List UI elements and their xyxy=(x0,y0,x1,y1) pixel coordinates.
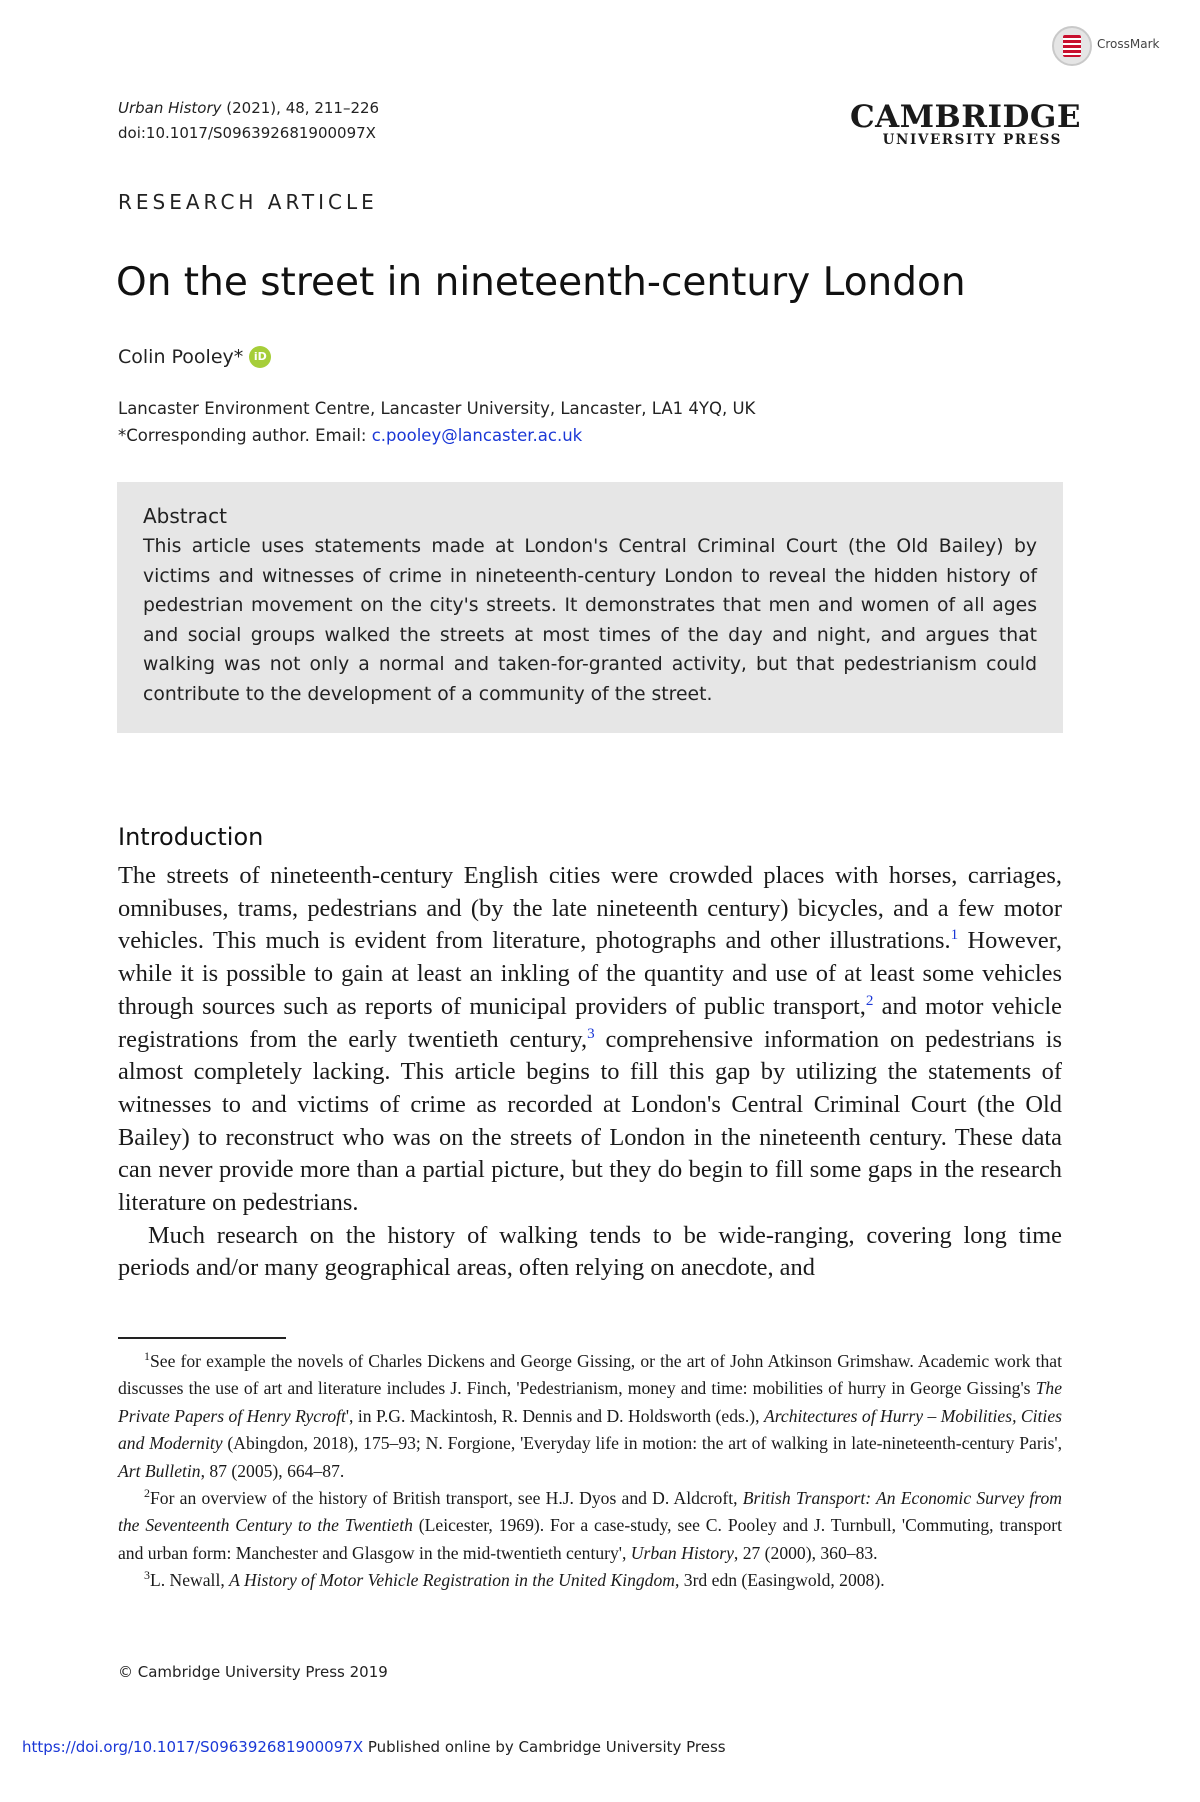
footnote-text: L. Newall, xyxy=(149,1570,230,1591)
article-type: RESEARCH ARTICLE xyxy=(118,190,378,214)
footnote-3 xyxy=(118,1567,1062,1594)
affiliation: Lancaster Environment Centre, Lancaster University, Lancaster, LA1 4YQ, UK xyxy=(118,399,756,418)
abstract-heading: Abstract xyxy=(143,504,227,528)
publisher-logo-line1: CAMBRIDGE xyxy=(850,99,1081,135)
orcid-icon[interactable]: iD xyxy=(249,346,271,368)
footnote-text: (Abingdon, 2018), 175–93; N. Forgione, 'Everyday life in motion: the art of walking in late-nineteenth-century Paris', xyxy=(222,1433,1062,1454)
abstract-text: This article uses statements made at London's Central Criminal Court (the Old Bailey) by victims and witnesses of crime in nineteenth-century London to reveal the hidden history of pedestrian movement on the city's streets. It demonstrates that men and women of all ages and social groups walked the streets at most times of the day and night, and argues that walking was not only a normal and taken-for-granted activity, but that pedestrianism could contribute to the development of a community of the street. xyxy=(143,536,1037,705)
corresponding-prefix: *Corresponding author. Email: xyxy=(118,426,372,445)
footnote-title: A History of Motor Vehicle Registration in the United Kingdom xyxy=(229,1570,675,1591)
journal-citation xyxy=(118,96,379,146)
author-line xyxy=(118,346,271,368)
footnote-1 xyxy=(118,1348,1062,1485)
footnote-text: , 87 (2005), 664–87. xyxy=(200,1460,345,1481)
footnote-text: , 27 (2000), 360–83. xyxy=(733,1542,878,1563)
doi-text: doi:10.1017/S096392681900097X xyxy=(118,124,376,142)
footnote-title: The Private Papers of Henry Rycroft xyxy=(118,1378,1062,1426)
email-link[interactable]: c.pooley@lancaster.ac.uk xyxy=(371,426,583,445)
published-online-text: Published online by Cambridge University Press xyxy=(363,1738,726,1756)
publication-footer xyxy=(22,1738,726,1756)
paragraph-text: and motor vehicle registrations from the early twentieth century, xyxy=(118,992,1062,1053)
copyright-notice: © Cambridge University Press 2019 xyxy=(118,1663,388,1681)
paragraph-text: comprehensive information on pedestrians is almost completely lacking. This article begins to fill this gap by utilizing the statements of witnesses to and victims of crime as recorded at London's Central Criminal Court (the Old Bailey) to reconstruct who was on the streets of London in the nineteenth century. These data can never provide more than a partial picture, but they do begin to fill some gaps in the research literature on pedestrians. xyxy=(118,1025,1062,1217)
footnote-number: 2 xyxy=(144,1486,150,1501)
section-heading-introduction: Introduction xyxy=(118,823,264,851)
footnote-text: For an overview of the history of British transport, see H.J. Dyos and D. Aldcroft, xyxy=(149,1488,743,1509)
footnotes xyxy=(118,1348,1062,1595)
footnote-number: 1 xyxy=(144,1349,150,1364)
publisher-logo xyxy=(850,99,1081,148)
doi-link[interactable]: https://doi.org/10.1017/S096392681900097X xyxy=(22,1738,364,1756)
footnote-number: 3 xyxy=(144,1568,150,1583)
crossmark-label[interactable]: CrossMark xyxy=(1097,37,1160,51)
journal-details: (2021), 48, 211–226 xyxy=(226,99,380,117)
footnote-title: Architectures of Hurry – Mobilities, Cities and Modernity xyxy=(118,1405,1062,1454)
journal-name: Urban History xyxy=(118,99,222,117)
footnote-divider xyxy=(118,1337,286,1339)
footnote-text: (Leicester, 1969). For a case-study, see C. Pooley and J. Turnbull, 'Commuting, transport and urban form: Manchester and Glasgow in the mid-twentieth century', xyxy=(118,1515,1063,1563)
author-name: Colin Pooley* xyxy=(118,346,244,368)
footnote-ref-2[interactable]: 2 xyxy=(865,992,874,1009)
footnote-title: Urban History xyxy=(630,1542,734,1563)
paragraph-text: The streets of nineteenth-century English cities were crowded places with horses, carriages, omnibuses, trams, pedestrians and (by the late nineteenth century) bicycles, and a few motor vehicles. This much is evident from literature, photographs and other illustrations. xyxy=(118,862,1062,955)
footnote-title: Art Bulletin xyxy=(118,1460,201,1481)
affiliation-block xyxy=(118,395,755,449)
footnote-ref-3[interactable]: 3 xyxy=(587,1025,595,1042)
abstract-box xyxy=(117,482,1063,733)
footnote-text: See for example the novels of Charles Dickens and George Gissing, or the art of John Atkinson Grimshaw. Academic work that discusses the use of art and literature includes J. Finch, 'Pedestrianism, money and time: mobilities of hurry in George Gissing's xyxy=(118,1351,1062,1399)
corresponding-author xyxy=(118,422,755,449)
article-title: On the street in nineteenth-century London xyxy=(116,260,966,305)
footnote-ref-1[interactable]: 1 xyxy=(950,927,959,944)
footnote-text: , 3rd edn (Easingwold, 2008). xyxy=(674,1570,885,1591)
footnote-2 xyxy=(118,1485,1062,1567)
paragraph: Much research on the history of walking tends to be wide-ranging, covering long time periods and/or many geographical areas, often relying on anecdote, and xyxy=(118,1221,1062,1282)
publisher-logo-line2: UNIVERSITY PRESS xyxy=(882,132,1062,148)
body-text xyxy=(118,860,1062,1285)
crossmark-icon[interactable] xyxy=(1052,26,1092,66)
paragraph xyxy=(118,860,1062,1220)
footnote-text: ', in P.G. Mackintosh, R. Dennis and D. Holdsworth (eds.), xyxy=(345,1405,764,1426)
paragraph-text: However, while it is possible to gain at least an inkling of the quantity and use of at least some vehicles through sources such as reports of municipal providers of public transport, xyxy=(118,927,1062,1020)
footnote-title: British Transport: An Economic Survey from the Seventeenth Century to the Twentieth xyxy=(118,1488,1063,1536)
